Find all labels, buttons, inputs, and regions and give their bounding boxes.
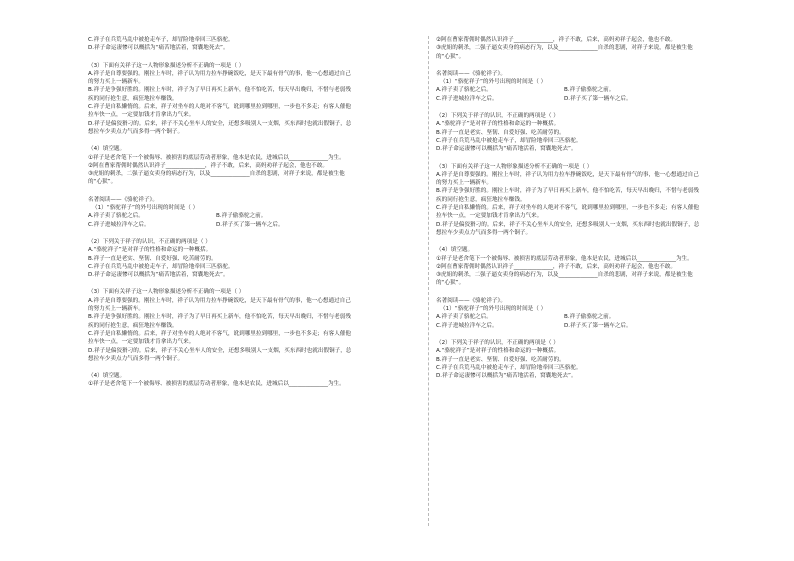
option-a: A.祥子卖了骆驼之后。	[436, 314, 492, 321]
option-line: D.祥子命运凄惨可以概括为“痛苦地活着，窝囊地死去”。	[436, 373, 577, 380]
option-line: 拉车快一点，一定要加钱才肯拿出力气来。	[88, 112, 195, 119]
option-line: C.祥子在兵荒马乱中被抢走车子，却冒险地牵回三匹骆驼。	[88, 263, 234, 270]
option-line: C.祥子是自私懒惰的。后来，祥子对坐车的人绝对不客气，讹到哪里拉到哪里，一步也不多走；有客人催他	[88, 330, 351, 337]
option-line: 想拉车少卖点力气而多得一两个铜子。	[436, 229, 532, 236]
option-line: B.祥子一直是老实、坚韧、自爱好强、吃苦耐劳的。	[436, 356, 565, 363]
fill-blank-line: ②阿在曹家帮佣时偶然认识祥子______________，祥子不敢，后来，高妈劝祥子起会，他也不敢。	[436, 263, 676, 270]
fill-blank-line: ③虎姐的刺杀，二强子逼女卖身的病态行为，以及______________自杀的悲剧，对祥子来说，都是被生他	[436, 272, 693, 279]
option-line: A.“骆驼祥子”是对祥子的性格和命运的一种概括。	[436, 121, 560, 128]
column-divider	[428, 36, 429, 526]
option-line: 的努力买上一辆新车。	[436, 180, 492, 187]
option-line: B.祥子是争强好胜的。刚拉上车时，祥子为了早日再买上新车，他不怕吃苦，每天早出晚归，不惜与老弱残	[88, 314, 351, 321]
section-title: 名著阅读——《骆驼祥子》。	[436, 70, 506, 77]
question-heading: （1）“骆驼祥子”的外号出现的时间是（ ）	[440, 79, 547, 86]
option-line: C.祥子在兵荒马乱中被抢走车子，却冒险地牵回三匹骆驼。	[88, 37, 234, 43]
option-c: C.祥子进城拉洋车之后。	[436, 95, 498, 102]
fill-blank-line: ②阿在曹家帮佣时偶然认识祥子______________，祥子不敢，后来，高妈劝祥子起会，他也不敢。	[88, 162, 328, 169]
option-grid	[88, 212, 421, 229]
option-line: A.祥子是自尊要强的。刚拉上车时，祥子认为用力拉车挣碗饭吃，是天下最有骨气的事，他一心想通过自己	[88, 297, 351, 304]
option-b: B.祥子偷骆驼之前。	[564, 87, 615, 94]
option-line: B.祥子是争强好胜的。刚拉上车时，祥子为了早日再买上新车，他不怕吃苦，每天早出晚归，不惜与老弱残	[88, 87, 351, 94]
option-d: D.祥子买了第一辆车之后。	[564, 95, 632, 102]
section-title: 名著阅读——《骆驼祥子》。	[88, 196, 158, 203]
option-line: D.祥子命运凄惨可以概括为“痛苦地活着，窝囊地死去”。	[436, 146, 577, 153]
fill-blank-line: ②阿在曹家帮佣时偶然认识祥子______________，祥子不敢，后来，高妈劝祥子起会，他也不敢。	[436, 37, 676, 43]
option-d: D.祥子买了第一辆车之后。	[564, 322, 632, 329]
option-line: D.祥子命运凄惨可以概括为“痛苦地活着，窝囊地死去”。	[88, 45, 229, 52]
question-heading: （4）填空题。	[88, 146, 126, 153]
option-line: 的努力买上一辆新车。	[88, 306, 144, 313]
option-grid	[436, 86, 770, 103]
left-column	[88, 36, 421, 389]
option-a: A.祥子卖了骆驼之后。	[88, 213, 144, 220]
option-c: C.祥子进城拉洋车之后。	[436, 322, 498, 329]
option-line: B.祥子一直是老实、坚韧、自爱好强、吃苦耐劳的。	[436, 129, 565, 136]
question-heading: （1）“骆驼祥子”的外号出现的时间是（ ）	[440, 306, 547, 313]
option-line: A.“骆驼祥子”是对祥子的性格和命运的一种概括。	[436, 348, 560, 355]
question-heading: （3）下面有关祥子这一人物形象描述分析不正确的一项是（ ）	[88, 289, 245, 296]
option-b: B.祥子偷骆驼之前。	[216, 213, 267, 220]
option-line: C.祥子在兵荒马乱中被抢走车子，却冒险地牵回三匹骆驼。	[436, 137, 582, 144]
option-line: 拉车快一点，一定要加钱才肯拿出力气来。	[88, 339, 195, 346]
option-line: A.祥子是自尊要强的。刚拉上车时，祥子认为用力拉车挣碗饭吃，是天下最有骨气的事，他一心想通过自己	[436, 171, 699, 178]
option-d: D.祥子买了第一辆车之后。	[216, 221, 284, 228]
option-line: D.祥子是偏狡猾刁的。后来，祥子不关心坐车人的安全，还想多吸别人一支烟，买东西时也就出假铜子，总	[88, 120, 352, 127]
option-line: A.“骆驼祥子”是对祥子的性格和命运的一种概括。	[88, 247, 212, 254]
option-line: B.祥子是争强好胜的。刚拉上车时，祥子为了早日再买上新车，他不怕吃苦，每天早出晚归，不惜与老弱残	[436, 188, 699, 195]
fill-blank-line: ③虎姐的刺杀，二强子逼女卖身的病态行为，以及______________自杀的悲剧，对祥子来说，都是被生他	[88, 171, 345, 178]
option-line: C.祥子是自私懒惰的。后来，祥子对坐车的人绝对不客气，讹到哪里拉到哪里，一步也不多走；有客人催他	[88, 104, 351, 111]
option-grid	[436, 313, 770, 330]
option-line: 的努力买上一辆新车。	[88, 79, 144, 86]
option-line: 疾的同行抢生意，疯狂地拉车赚钱。	[436, 196, 526, 203]
right-column	[436, 36, 770, 380]
option-line: D.祥子是偏狡猾刁的。后来，祥子不关心坐车人的安全，还想多吸别人一支烟，买东西时也就出假铜子，总	[88, 347, 352, 354]
option-line: C.祥子在兵荒马乱中被抢走车子，却冒险地牵回三匹骆驼。	[436, 364, 582, 371]
option-line: 疾的同行抢生意，疯狂地拉车赚钱。	[88, 322, 178, 329]
option-line: D.祥子命运凄惨可以概括为“痛苦地活着，窝囊地死去”。	[88, 272, 229, 279]
fill-blank-line: ①祥子是老舍笔下一个被侮辱、被损害的底层劳动者形象，他本是农民，进城后以______________为生。	[88, 154, 345, 161]
section-title: 名著阅读——《骆驼祥子》。	[436, 297, 506, 304]
question-heading: （2）下列关于祥子的认识，不正确的两项是（ ）	[436, 113, 559, 120]
fill-blank-line: ③虎姐的刺杀，二强子逼女卖身的病态行为，以及______________自杀的悲剧，对祥子来说，都是被生他	[436, 45, 693, 52]
question-heading: （4）填空题。	[436, 247, 474, 254]
question-heading: （4）填空题。	[88, 373, 126, 380]
question-heading: （2）下列关于祥子的认识，不正确的两项是（ ）	[436, 339, 559, 346]
fill-blank-line: ①祥子是老舍笔下一个被侮辱、被损害的底层劳动者形象，他本是农民，进城后以______________为生。	[436, 255, 693, 262]
fill-blank-line: 的“心狱”。	[436, 53, 465, 60]
fill-blank-line: 的“心狱”。	[88, 179, 117, 186]
option-a: A.祥子卖了骆驼之后。	[436, 87, 492, 94]
fill-blank-line: 的“心狱”。	[436, 280, 465, 287]
fill-blank-line: ①祥子是老舍笔下一个被侮辱、被损害的底层劳动者形象，他本是农民，进城后以______________为生。	[88, 381, 345, 388]
option-line: A.祥子是自尊要强的。刚拉上车时，祥子认为用力拉车挣碗饭吃，是天下最有骨气的事，他一心想通过自己	[88, 70, 351, 77]
option-line: B.祥子一直是老实、坚韧、自爱好强、吃苦耐劳的。	[88, 255, 217, 262]
question-heading: （3）下面有关祥子这一人物形象描述分析不正确的一项是（ ）	[436, 163, 593, 170]
question-heading: （2）下列关于祥子的认识，不正确的两项是（ ）	[88, 238, 211, 245]
option-c: C.祥子进城拉洋车之后。	[88, 221, 150, 228]
option-b: B.祥子偷骆驼之前。	[564, 314, 615, 321]
option-line: C.祥子是自私懒惰的。后来，祥子对坐车的人绝对不客气，讹到哪里拉到哪里，一步也不多走；有客人催他	[436, 205, 699, 212]
option-line: 疾的同行抢生意，疯狂地拉车赚钱。	[88, 95, 178, 102]
question-heading: （3）下面有关祥子这一人物形象描述分析不正确的一项是（ ）	[88, 62, 245, 69]
option-line: D.祥子是偏狡猾刁的。后来，祥子不关心坐车人的安全，还想多吸别人一支烟，买东西时也就出假铜子，总	[436, 221, 700, 228]
option-line: 想拉车少卖点力气而多得一两个铜子。	[88, 355, 184, 362]
question-heading: （1）“骆驼祥子”的外号出现的时间是（ ）	[92, 205, 199, 212]
option-line: 想拉车少卖点力气而多得一两个铜子。	[88, 128, 184, 135]
option-line: 拉车快一点，一定要加钱才肯拿出力气来。	[436, 213, 543, 220]
